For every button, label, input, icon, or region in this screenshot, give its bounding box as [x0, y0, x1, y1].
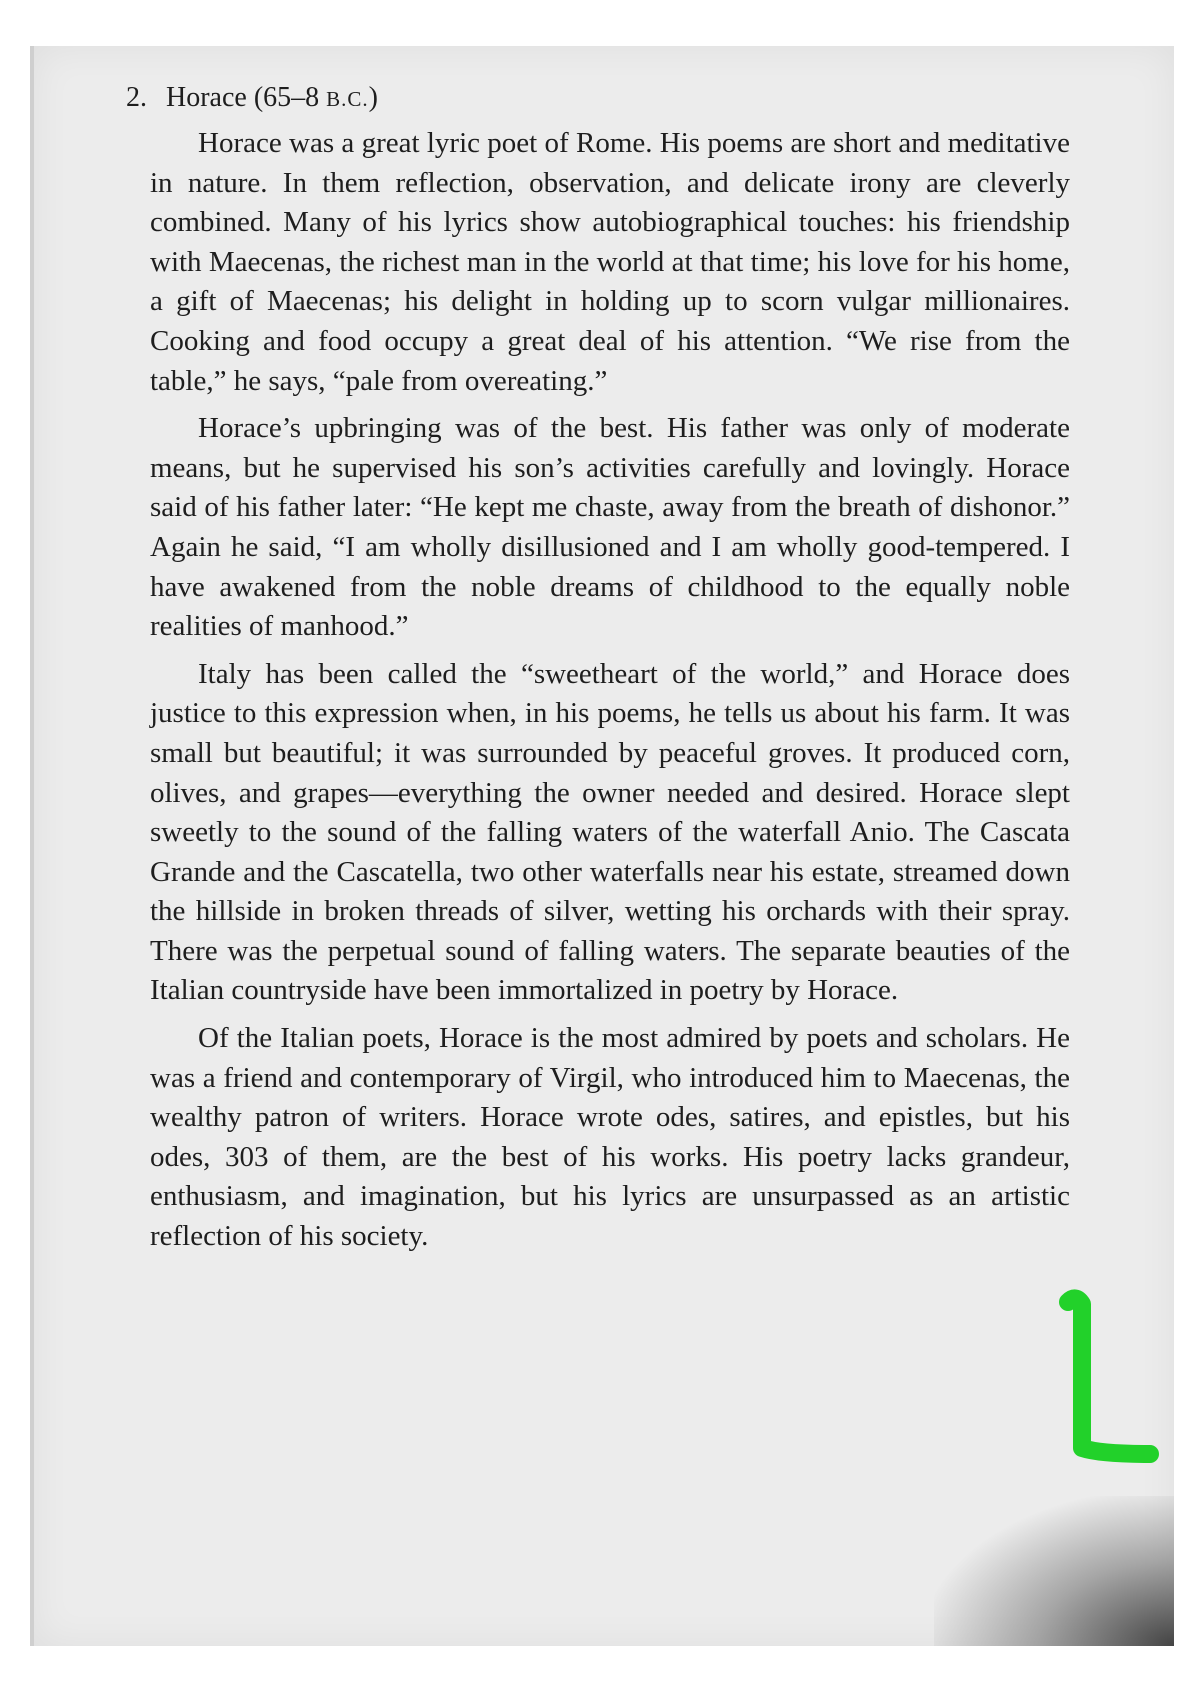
- section-dates: (65–8: [253, 82, 327, 113]
- green-bracket-annotation: [1040, 1288, 1180, 1468]
- bracket-stroke: [1068, 1298, 1150, 1454]
- section-number: 2.: [126, 82, 147, 113]
- section-title: Horace: [166, 82, 247, 113]
- paragraph-4: Of the Italian poets, Horace is the most admired by poets and scholars. He was a friend and contemporary of Virgil, who introduced him to Maecenas, the wealthy patron of writers. Horace wrote odes, satires, and epistles, but his odes, 303 of them, are the best of his works. His poetry lacks grandeur, enthusiasm, and imagination, but his lyrics are unsurpassed as an artistic reflection of his society.: [150, 1022, 1070, 1253]
- section-dates-close: ): [368, 82, 378, 113]
- paragraph-1: Horace was a great lyric poet of Rome. His poems are short and meditative in nature. In them reflection, observation, and delicate irony are cleverly combined. Many of his lyrics show autobiographical touches: his friendship with Maecenas, the richest man in the world at that time; his love for his home, a gift of Maecenas; his delight in holding up to scorn vulgar millionaires. Cooking and food occupy a great deal of his attention. “We rise from the table,” he says, “pale from overeating.”: [150, 127, 1070, 397]
- section-era: B.C.: [326, 87, 369, 111]
- paragraph-2: Horace’s upbringing was of the best. His father was only of moderate means, but he supervised his son’s activities carefully and lovingly. Horace said of his father later: “He kept me chaste, away from the breath of dishonor.” Again he said, “I am wholly disillusioned and I am wholly good-tempered. I have awakened from the noble dreams of childhood to the equally noble realities of manhood.”: [150, 412, 1070, 643]
- page-corner-shadow: [934, 1496, 1174, 1646]
- paragraph-3: Italy has been called the “sweetheart of the world,” and Horace does justice to this expression when, in his poems, he tells us about his farm. It was small but beautiful; it was surrounded by peaceful groves. It produced corn, olives, and grapes—everything the owner needed and desired. Horace slept sweetly to the sound of the falling waters of the waterfall Anio. The Cascata Grande and the Cascatella, two other waterfalls near his estate, streamed down the hillside in broken threads of silver, wetting his orchards with their spray. There was the perpetual sound of falling waters. The separate beauties of the Italian countryside have been immortalized in poetry by Horace.: [150, 657, 1070, 1007]
- section-heading: [126, 78, 1070, 119]
- page-text: [126, 78, 1070, 1265]
